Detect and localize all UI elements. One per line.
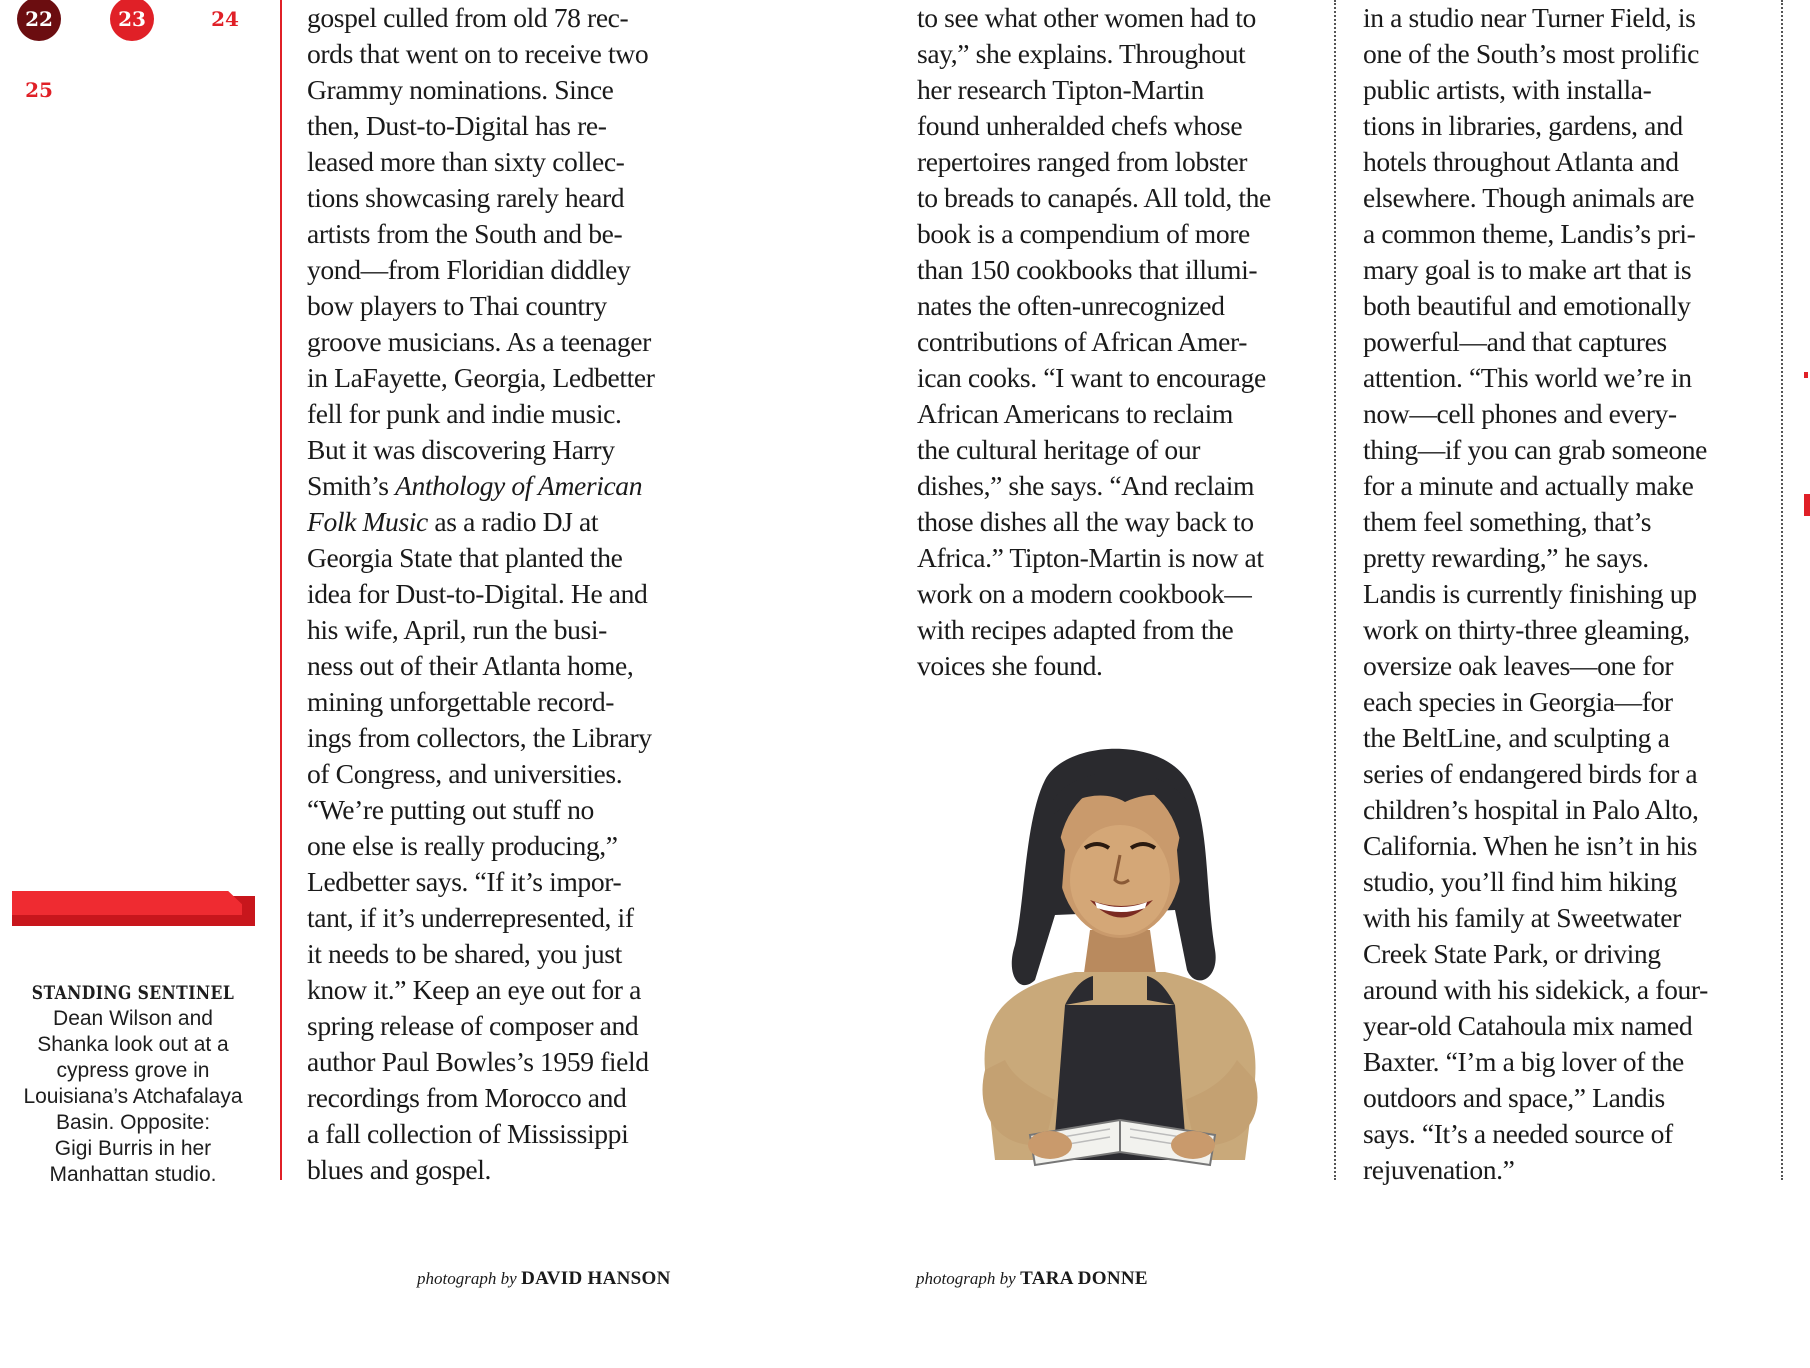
text-line: leased more than sixty collec- <box>307 146 625 177</box>
text-line: author Paul Bowles’s 1959 field <box>307 1046 649 1077</box>
text-line: African Americans to reclaim <box>917 398 1233 429</box>
article-column-2 <box>917 0 1271 684</box>
red-tab-decoration <box>12 891 242 915</box>
text-line: children’s hospital in Palo Alto, <box>1363 794 1699 825</box>
caption-line: Manhattan studio. <box>49 1163 217 1186</box>
page-24-button[interactable]: 24 <box>211 7 239 31</box>
text-line <box>307 468 655 504</box>
text-line: one else is really producing,” <box>307 830 618 861</box>
text-line: the cultural heritage of our <box>917 434 1201 465</box>
text-line: around with his sidekick, a four- <box>1363 974 1708 1005</box>
text-line: than 150 cookbooks that illumi- <box>917 254 1258 285</box>
text-line: groove musicians. As a teenager <box>307 326 651 357</box>
text-line: powerful—and that captures <box>1363 326 1667 357</box>
text-line: oversize oak leaves—one for <box>1363 650 1674 681</box>
text-line: elsewhere. Though animals are <box>1363 182 1695 213</box>
text-line: hotels throughout Atlanta and <box>1363 146 1679 177</box>
text-line: each species in Georgia—for <box>1363 686 1673 717</box>
photo-credit-1 <box>417 1268 671 1290</box>
text-line: ords that went on to receive two <box>307 38 649 69</box>
text-line: mary goal is to make art that is <box>1363 254 1692 285</box>
text-line: blues and gospel. <box>307 1154 492 1185</box>
caption-line: Basin. Opposite: <box>55 1111 211 1134</box>
text-line: both beautiful and emotionally <box>1363 290 1691 321</box>
text-line: those dishes all the way back to <box>917 506 1254 537</box>
edge-marker <box>1804 494 1810 516</box>
text-line <box>307 504 655 540</box>
text-line: know it.” Keep an eye out for a <box>307 974 641 1005</box>
credit-name: DAVID HANSON <box>521 1268 671 1289</box>
text-line: one of the South’s most prolific <box>1363 38 1699 69</box>
credit-prefix: photograph by <box>916 1269 1016 1288</box>
text-line: year-old Catahoula mix named <box>1363 1010 1693 1041</box>
edge-marker <box>1804 372 1808 378</box>
text-line: then, Dust-to-Digital has re- <box>307 110 607 141</box>
text-line: ness out of their Atlanta home, <box>307 650 634 681</box>
text-line: idea for Dust-to-Digital. He and <box>307 578 648 609</box>
text-fragment: as a radio DJ at <box>427 506 599 537</box>
text-line: Africa.” Tipton-Martin is now at <box>917 542 1264 573</box>
caption-line: Louisiana’s Atchafalaya <box>23 1085 243 1108</box>
credit-prefix: photograph by <box>417 1269 517 1288</box>
sidebar-divider <box>280 0 282 1180</box>
text-line: them feel something, that’s <box>1363 506 1652 537</box>
text-line: studio, you’ll find him hiking <box>1363 866 1677 897</box>
text-line: Landis is currently finishing up <box>1363 578 1697 609</box>
photo-credit-2 <box>916 1268 1148 1290</box>
text-line: bow players to Thai country <box>307 290 607 321</box>
text-line: work on a modern cookbook— <box>917 578 1252 609</box>
text-line: recordings from Morocco and <box>307 1082 627 1113</box>
text-line: nates the often-unrecognized <box>917 290 1225 321</box>
page-25-button[interactable]: 25 <box>25 78 53 102</box>
column-divider <box>1334 0 1336 1180</box>
text-line: Baxter. “I’m a big lover of the <box>1363 1046 1684 1077</box>
text-line: for a minute and actually make <box>1363 470 1694 501</box>
text-fragment: Smith’s <box>307 470 396 501</box>
text-line: it needs to be shared, you just <box>307 938 622 969</box>
credit-name: TARA DONNE <box>1020 1268 1148 1289</box>
text-line: California. When he isn’t in his <box>1363 830 1698 861</box>
text-line: outdoors and space,” Landis <box>1363 1082 1665 1113</box>
text-line: the BeltLine, and sculpting a <box>1363 722 1670 753</box>
caption-line: Dean Wilson and <box>53 1007 213 1030</box>
right-edge-divider <box>1781 0 1783 1180</box>
italic-title: Anthology of American <box>395 470 643 501</box>
italic-title: Folk Music <box>307 506 428 537</box>
text-line: with recipes adapted from the <box>917 614 1234 645</box>
text-line: rejuvenation.” <box>1363 1154 1515 1185</box>
text-line: yond—from Floridian diddley <box>307 254 631 285</box>
text-line: public artists, with installa- <box>1363 74 1652 105</box>
text-line: repertoires ranged from lobster <box>917 146 1248 177</box>
article-column-1 <box>307 0 655 1188</box>
text-line: work on thirty-three gleaming, <box>1363 614 1690 645</box>
text-line: a fall collection of Mississippi <box>307 1118 629 1149</box>
text-line: attention. “This world we’re in <box>1363 362 1692 393</box>
text-line: says. “It’s a needed source of <box>1363 1118 1673 1149</box>
text-line: Ledbetter says. “If it’s impor- <box>307 866 622 897</box>
text-line: gospel culled from old 78 rec- <box>307 2 629 33</box>
text-line: dishes,” she says. “And reclaim <box>917 470 1255 501</box>
woman-illustration <box>925 740 1285 1180</box>
text-line: tant, if it’s underrepresented, if <box>307 902 634 933</box>
text-line: artists from the South and be- <box>307 218 623 249</box>
text-line: tions in libraries, gardens, and <box>1363 110 1683 141</box>
text-line: pretty rewarding,” he says. <box>1363 542 1649 573</box>
text-line: book is a compendium of more <box>917 218 1250 249</box>
text-line: in a studio near Turner Field, is <box>1363 2 1696 33</box>
text-line: say,” she explains. Throughout <box>917 38 1246 69</box>
text-line: with his family at Sweetwater <box>1363 902 1681 933</box>
text-line: mining unforgettable record- <box>307 686 615 717</box>
text-line: Creek State Park, or driving <box>1363 938 1661 969</box>
caption-line: Shanka look out at a <box>37 1033 229 1056</box>
text-line: ican cooks. “I want to encourage <box>917 362 1266 393</box>
text-line: “We’re putting out stuff no <box>307 794 594 825</box>
text-line: fell for punk and indie music. <box>307 398 622 429</box>
page-23-button[interactable]: 23 <box>110 0 154 41</box>
text-line: found unheralded chefs whose <box>917 110 1243 141</box>
text-line: now—cell phones and every- <box>1363 398 1677 429</box>
text-line: to breads to canapés. All told, the <box>917 182 1271 213</box>
text-line: tions showcasing rarely heard <box>307 182 625 213</box>
text-line: ings from collectors, the Library <box>307 722 652 753</box>
caption-line: Gigi Burris in her <box>54 1137 212 1160</box>
text-line: thing—if you can grab someone <box>1363 434 1707 465</box>
article-column-3 <box>1363 0 1708 1188</box>
text-line: contributions of African Amer- <box>917 326 1247 357</box>
text-line: Grammy nominations. Since <box>307 74 614 105</box>
photo-caption <box>8 980 258 1188</box>
text-line: voices she found. <box>917 650 1103 681</box>
caption-title: STANDING SENTINEL <box>31 982 235 1004</box>
text-line: her research Tipton-Martin <box>917 74 1204 105</box>
text-line: Georgia State that planted the <box>307 542 623 573</box>
text-line: series of endangered birds for a <box>1363 758 1698 789</box>
caption-line: cypress grove in <box>56 1059 210 1082</box>
text-line: to see what other women had to <box>917 2 1256 33</box>
text-line: of Congress, and universities. <box>307 758 623 789</box>
text-line: his wife, April, run the busi- <box>307 614 607 645</box>
text-line: spring release of composer and <box>307 1010 639 1041</box>
text-line: in LaFayette, Georgia, Ledbetter <box>307 362 655 393</box>
text-line: But it was discovering Harry <box>307 434 615 465</box>
page-22-button[interactable]: 22 <box>17 0 61 41</box>
text-line: a common theme, Landis’s pri- <box>1363 218 1696 249</box>
